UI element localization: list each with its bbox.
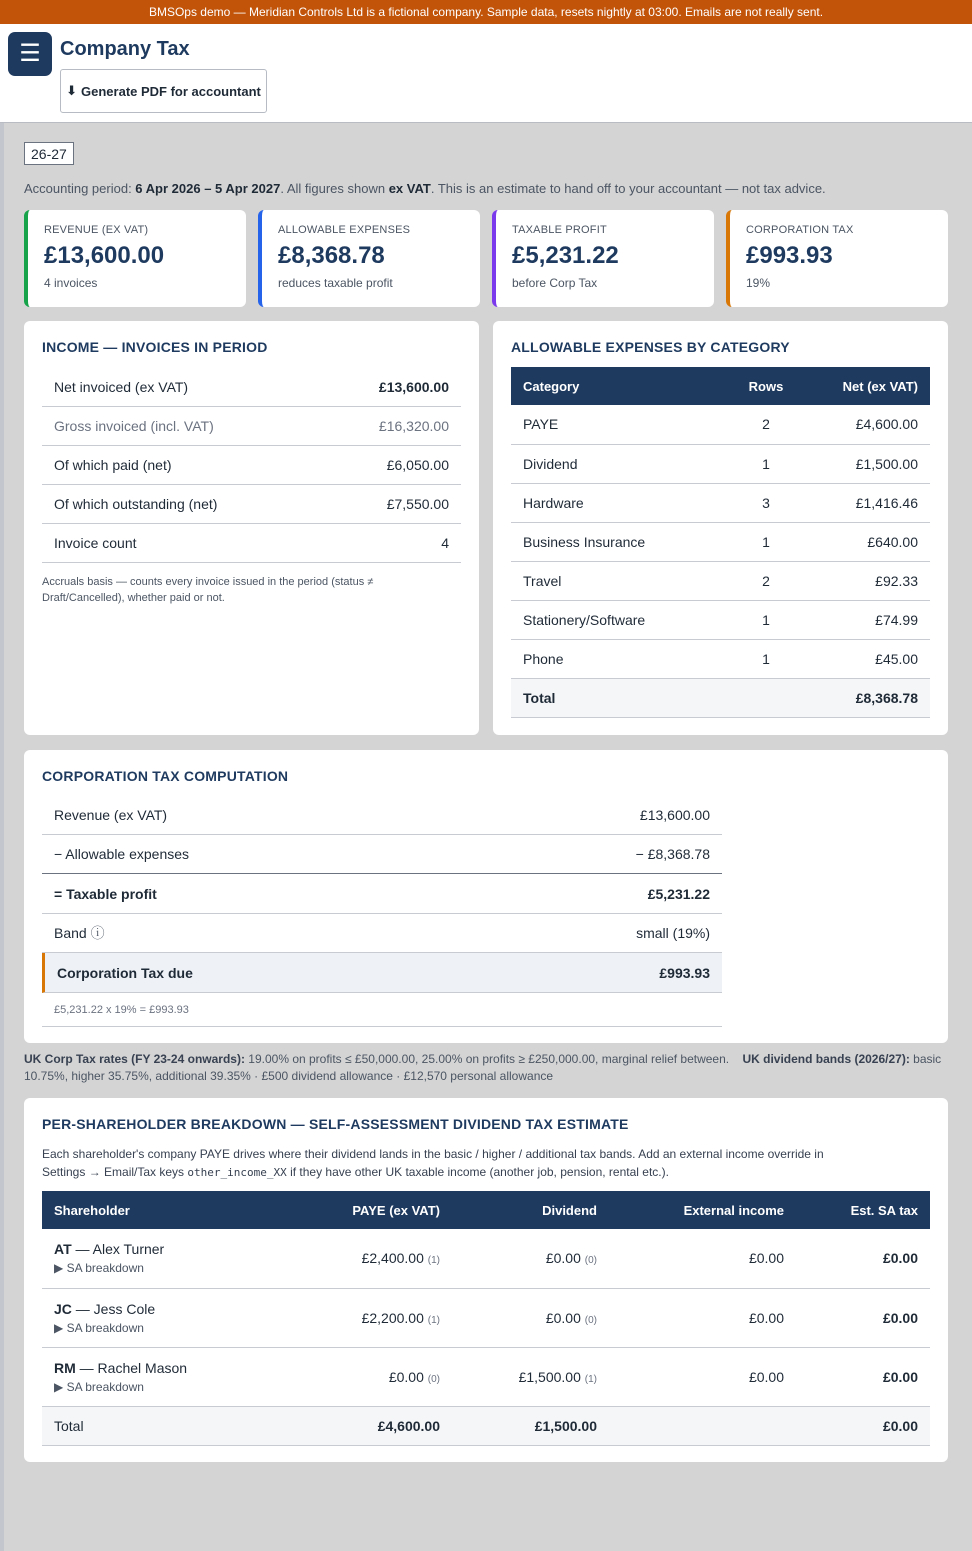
category-cell: Dividend <box>511 444 721 483</box>
shareholder-card <box>24 1098 948 1462</box>
est-sa-tax-cell: £0.00 <box>796 1229 930 1288</box>
shareholder-fullname: — Jess Cole <box>71 1300 156 1317</box>
income-row-label: Of which outstanding (net) <box>54 496 218 512</box>
period-suffix: . This is an estimate to hand off to your accountant — not tax advice. <box>430 181 826 196</box>
income-row-label: Gross invoiced (incl. VAT) <box>54 418 214 434</box>
computation-title: CORPORATION TAX COMPUTATION <box>42 768 289 784</box>
period-range: 6 Apr 2026 – 5 Apr 2027 <box>135 181 281 196</box>
sa-breakdown-toggle[interactable]: ▶ SA breakdown <box>54 1320 144 1335</box>
rows-cell: 1 <box>721 444 811 483</box>
kpi-card-revenue <box>24 210 246 307</box>
kpi-card-expenses <box>258 210 480 307</box>
income-row <box>42 524 461 563</box>
income-row-value: £16,320.00 <box>378 418 449 434</box>
desc-part-2: Settings → Email/Tax keys <box>42 1165 188 1179</box>
net-cell: £92.33 <box>811 561 930 600</box>
total-paye: £4,600.00 <box>302 1406 452 1445</box>
tax-rates-note <box>24 1051 948 1085</box>
period-prefix: Accounting period: <box>24 181 136 196</box>
net-cell: £1,500.00 <box>811 444 930 483</box>
income-row-value: £6,050.00 <box>386 457 449 473</box>
paye-cell <box>302 1288 452 1347</box>
kpi-value: £993.93 <box>746 242 833 269</box>
page-header <box>0 24 972 123</box>
desc-part-3: if they have other UK taxable income (another job, pension, rental etc.). <box>286 1165 669 1179</box>
accounting-period <box>24 181 826 196</box>
external-income-cell: £0.00 <box>609 1347 796 1406</box>
kpi-label: TAXABLE PROFIT <box>512 224 607 236</box>
total-est-sa-tax: £0.00 <box>796 1406 930 1445</box>
period-middle: . All figures shown <box>280 181 389 196</box>
income-row <box>42 485 461 524</box>
income-title: INCOME — INVOICES IN PERIOD <box>42 339 268 355</box>
expenses-header-row <box>511 367 930 405</box>
col-shareholder[interactable]: Shareholder <box>42 1191 302 1229</box>
category-cell: PAYE <box>511 405 721 444</box>
col-external-income[interactable]: External income <box>609 1191 796 1229</box>
corp-rates-label: UK Corp Tax rates (FY 23-24 onwards): <box>24 1052 245 1066</box>
period-exvat: ex VAT <box>388 181 431 196</box>
shareholder-initials: RM <box>54 1359 76 1376</box>
shareholder-fullname: — Rachel Mason <box>75 1359 188 1376</box>
est-sa-tax-cell: £0.00 <box>796 1347 930 1406</box>
rows-cell: 3 <box>721 483 811 522</box>
table-row <box>511 639 930 678</box>
kpi-label: CORPORATION TAX <box>746 224 854 236</box>
demo-banner: BMSOps demo — Meridian Controls Ltd is a fictional company. Sample data, resets nightly at 03:00. Emails are not really sent. <box>0 0 972 24</box>
total-label: Total <box>42 1406 302 1445</box>
shareholder-initials: AT <box>54 1241 72 1258</box>
paye-value: £2,400.00 <box>361 1250 424 1267</box>
kpi-value: £8,368.78 <box>278 242 385 269</box>
net-cell: £4,600.00 <box>811 405 930 444</box>
net-cell: £640.00 <box>811 522 930 561</box>
kpi-sub: reduces taxable profit <box>278 276 393 290</box>
kpi-sub: 4 invoices <box>44 276 98 290</box>
income-row <box>42 407 461 446</box>
category-cell: Phone <box>511 639 721 678</box>
revenue-label: Revenue (ex VAT) <box>54 807 168 823</box>
shareholder-initials: JC <box>54 1300 72 1317</box>
income-row-value: £13,600.00 <box>378 379 449 395</box>
rows-cell: 1 <box>721 522 811 561</box>
income-card <box>24 321 479 735</box>
external-income-cell: £0.00 <box>609 1288 796 1347</box>
income-row-value: £7,550.00 <box>386 496 449 512</box>
income-row-value: 4 <box>441 535 449 551</box>
kpi-value: £13,600.00 <box>44 242 165 269</box>
desc-code: other_income_XX <box>187 1166 287 1179</box>
expenses-card <box>493 321 948 735</box>
category-cell: Stationery/Software <box>511 600 721 639</box>
col-rows[interactable]: Rows <box>721 367 811 405</box>
kpi-sub: before Corp Tax <box>512 276 598 290</box>
rows-cell: 2 <box>721 561 811 600</box>
shareholder-name <box>54 1301 290 1317</box>
income-row <box>42 446 461 485</box>
income-row-label: Invoice count <box>54 535 137 551</box>
col-paye[interactable]: PAYE (ex VAT) <box>302 1191 452 1229</box>
paye-value: £0.00 <box>388 1368 424 1385</box>
income-row-label: Net invoiced (ex VAT) <box>54 379 189 395</box>
dividend-cell <box>452 1347 609 1406</box>
hamburger-menu-icon[interactable]: ☰ <box>8 32 52 76</box>
sa-breakdown-toggle[interactable]: ▶ SA breakdown <box>54 1379 144 1394</box>
generate-pdf-button[interactable] <box>60 69 267 113</box>
expenses-label: − Allowable expenses <box>54 846 190 862</box>
category-cell: Business Insurance <box>511 522 721 561</box>
dividend-count: (0) <box>584 1255 597 1267</box>
table-row <box>511 600 930 639</box>
sa-breakdown-toggle[interactable]: ▶ SA breakdown <box>54 1261 144 1276</box>
rows-cell: 2 <box>721 405 811 444</box>
est-sa-tax-cell: £0.00 <box>796 1288 930 1347</box>
kpi-label: ALLOWABLE EXPENSES <box>278 224 411 236</box>
net-cell: £45.00 <box>811 639 930 678</box>
shareholder-header-row <box>42 1191 930 1229</box>
col-dividend[interactable]: Dividend <box>452 1191 609 1229</box>
total-external-income <box>609 1406 796 1445</box>
generate-pdf-label: Generate PDF for accountant <box>81 83 261 99</box>
shareholder-total-row <box>42 1406 930 1445</box>
income-row <box>42 368 461 407</box>
shareholder-description <box>42 1145 922 1182</box>
desc-part-1: Each shareholder's company PAYE drives where their dividend lands in the basic / higher / additional tax bands. Add an external income override in <box>42 1147 824 1161</box>
paye-cell <box>302 1229 452 1288</box>
table-row <box>511 561 930 600</box>
dividend-bands-label: UK dividend bands (2026/27): <box>742 1052 910 1066</box>
kpi-label: REVENUE (EX VAT) <box>44 224 149 236</box>
total-label: Total <box>511 678 721 717</box>
rows-cell: 1 <box>721 639 811 678</box>
info-icon[interactable]: ⓘ <box>90 925 105 941</box>
dividend-cell <box>452 1288 609 1347</box>
dividend-cell <box>452 1229 609 1288</box>
net-cell: £1,416.46 <box>811 483 930 522</box>
kpi-value: £5,231.22 <box>512 242 619 269</box>
total-dividend: £1,500.00 <box>452 1406 609 1445</box>
expenses-title: ALLOWABLE EXPENSES BY CATEGORY <box>511 339 790 355</box>
col-category[interactable]: Category <box>511 367 721 405</box>
tax-year-select[interactable]: 26-27 <box>24 142 74 165</box>
computation-row-expenses <box>42 835 722 874</box>
paye-count: (1) <box>427 1314 440 1326</box>
paye-count: (1) <box>427 1255 440 1267</box>
shareholder-name <box>54 1241 290 1257</box>
table-row <box>511 483 930 522</box>
shareholder-title: PER-SHAREHOLDER BREAKDOWN — SELF-ASSESSMENT DIVIDEND TAX ESTIMATE <box>42 1116 629 1132</box>
net-cell: £74.99 <box>811 600 930 639</box>
computation-row-profit <box>42 875 722 914</box>
band-label-wrap <box>54 923 105 943</box>
due-label: Corporation Tax due <box>57 964 193 981</box>
expenses-total-row <box>511 678 930 717</box>
category-cell: Travel <box>511 561 721 600</box>
dividend-count: (0) <box>584 1314 597 1326</box>
page-left-edge <box>0 0 4 1551</box>
paye-count: (0) <box>427 1373 440 1385</box>
page-title: Company Tax <box>60 38 190 60</box>
shareholder-fullname: — Alex Turner <box>71 1241 165 1258</box>
kpi-sub: 19% <box>746 276 771 290</box>
income-row-label: Of which paid (net) <box>54 457 172 473</box>
dividend-value: £0.00 <box>545 1250 581 1267</box>
shareholder-table <box>42 1191 930 1446</box>
expenses-value: − £8,368.78 <box>635 846 710 862</box>
band-label: Band <box>54 925 87 941</box>
computation-row-band <box>42 914 722 953</box>
expenses-table <box>511 367 930 718</box>
formula-text: £5,231.22 x 19% = £993.93 <box>54 1003 189 1016</box>
download-icon: ⬇ <box>66 83 78 98</box>
computation-row-revenue <box>42 796 722 835</box>
category-cell: Hardware <box>511 483 721 522</box>
corp-rates-text: 19.00% on profits ≤ £50,000.00, 25.00% on profits ≥ £250,000.00, marginal relief between. <box>244 1052 730 1066</box>
dividend-count: (1) <box>584 1373 597 1385</box>
external-income-cell: £0.00 <box>609 1229 796 1288</box>
table-row <box>511 405 930 444</box>
col-est-sa-tax[interactable]: Est. SA tax <box>796 1191 930 1229</box>
band-value: small (19%) <box>636 925 710 941</box>
kpi-card-taxable-profit <box>492 210 714 307</box>
paye-value: £2,200.00 <box>361 1309 424 1326</box>
paye-cell <box>302 1347 452 1406</box>
profit-label: = Taxable profit <box>54 886 157 902</box>
dividend-value: £0.00 <box>545 1309 581 1326</box>
computation-row-due <box>42 953 722 993</box>
shareholder-row <box>42 1229 930 1288</box>
dividend-value: £1,500.00 <box>518 1368 581 1385</box>
kpi-card-corporation-tax <box>726 210 948 307</box>
due-value: £993.93 <box>659 964 710 981</box>
accruals-note: Accruals basis — counts every invoice issued in the period (status ≠ Draft/Cancelled), whether paid or not. <box>42 576 374 604</box>
table-row <box>511 444 930 483</box>
revenue-value: £13,600.00 <box>639 807 710 823</box>
computation-card <box>24 750 948 1043</box>
rows-cell: 1 <box>721 600 811 639</box>
shareholder-name <box>54 1360 290 1376</box>
col-net[interactable]: Net (ex VAT) <box>811 367 930 405</box>
profit-value: £5,231.22 <box>647 886 710 902</box>
dividend-bands-text: basic 10.75%, higher 35.75%, additional 39.35% · £500 dividend allowance · £12,570 personal allowance <box>24 1052 942 1083</box>
shareholder-row <box>42 1347 930 1406</box>
table-row <box>511 522 930 561</box>
computation-formula <box>42 993 722 1027</box>
shareholder-row <box>42 1288 930 1347</box>
total-value: £8,368.78 <box>811 678 930 717</box>
